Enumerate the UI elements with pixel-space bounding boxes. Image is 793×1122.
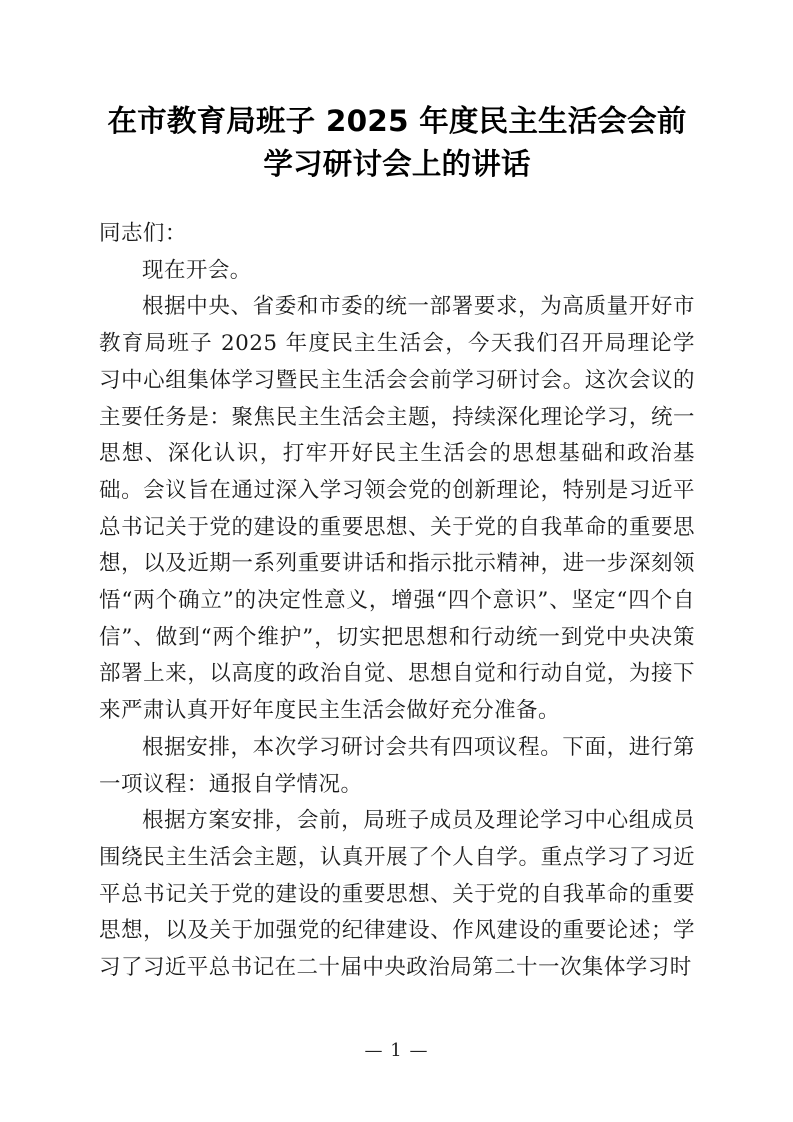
paragraph-2: 根据中央、省委和市委的统一部署要求，为高质量开好市教育局班子 2025 年度民主生活会，今天我们召开局理论学习中心组集体学习暨民主生活会会前学习研讨会。这次会议的主要任务是：聚焦民主生活会主题，持续深化理论学习，统一思想、深化认识，打牢开好民主生活会的思想基础和政治基础。会议旨在通过深入学习领会党的创新理论，特别是习近平总书记关于党的建设的重要思想、关于党的自我革命的重要思想，以及近期一系列重要讲话和指示批示精神，进一步深刻领悟“两个确立”的决定性意义，增强“四个意识”、坚定“四个自信”、做到“两个维护”，切实把思想和行动统一到党中央决策部署上来，以高度的政治自觉、思想自觉和行动自觉，为接下来严肃认真开好年度民主生活会做好充分准备。 bbox=[99, 294, 695, 724]
document-body bbox=[99, 216, 695, 987]
document-content bbox=[99, 0, 695, 987]
paragraph-4: 根据方案安排，会前，局班子成员及理论学习中心组成员围绕民主生活会主题，认真开展了个人自学。重点学习了习近平总书记关于党的建设的重要思想、关于党的自我革命的重要思想，以及关于加强党的纪律建设、作风建设的重要论述；学习了习近平总书记在二十届中央政治局第二十一次集体学习时 bbox=[99, 808, 695, 981]
page-title: 在市教育局班子 2025 年度民主生活会会前学习研讨会上的讲话 bbox=[107, 104, 687, 181]
paragraph-3: 根据安排，本次学习研讨会共有四项议程。下面，进行第一项议程：通报自学情况。 bbox=[99, 734, 695, 797]
page-number-footer: — 1 — bbox=[364, 1040, 429, 1061]
paragraph-1: 现在开会。 bbox=[142, 257, 252, 283]
salutation: 同志们： bbox=[99, 221, 187, 246]
